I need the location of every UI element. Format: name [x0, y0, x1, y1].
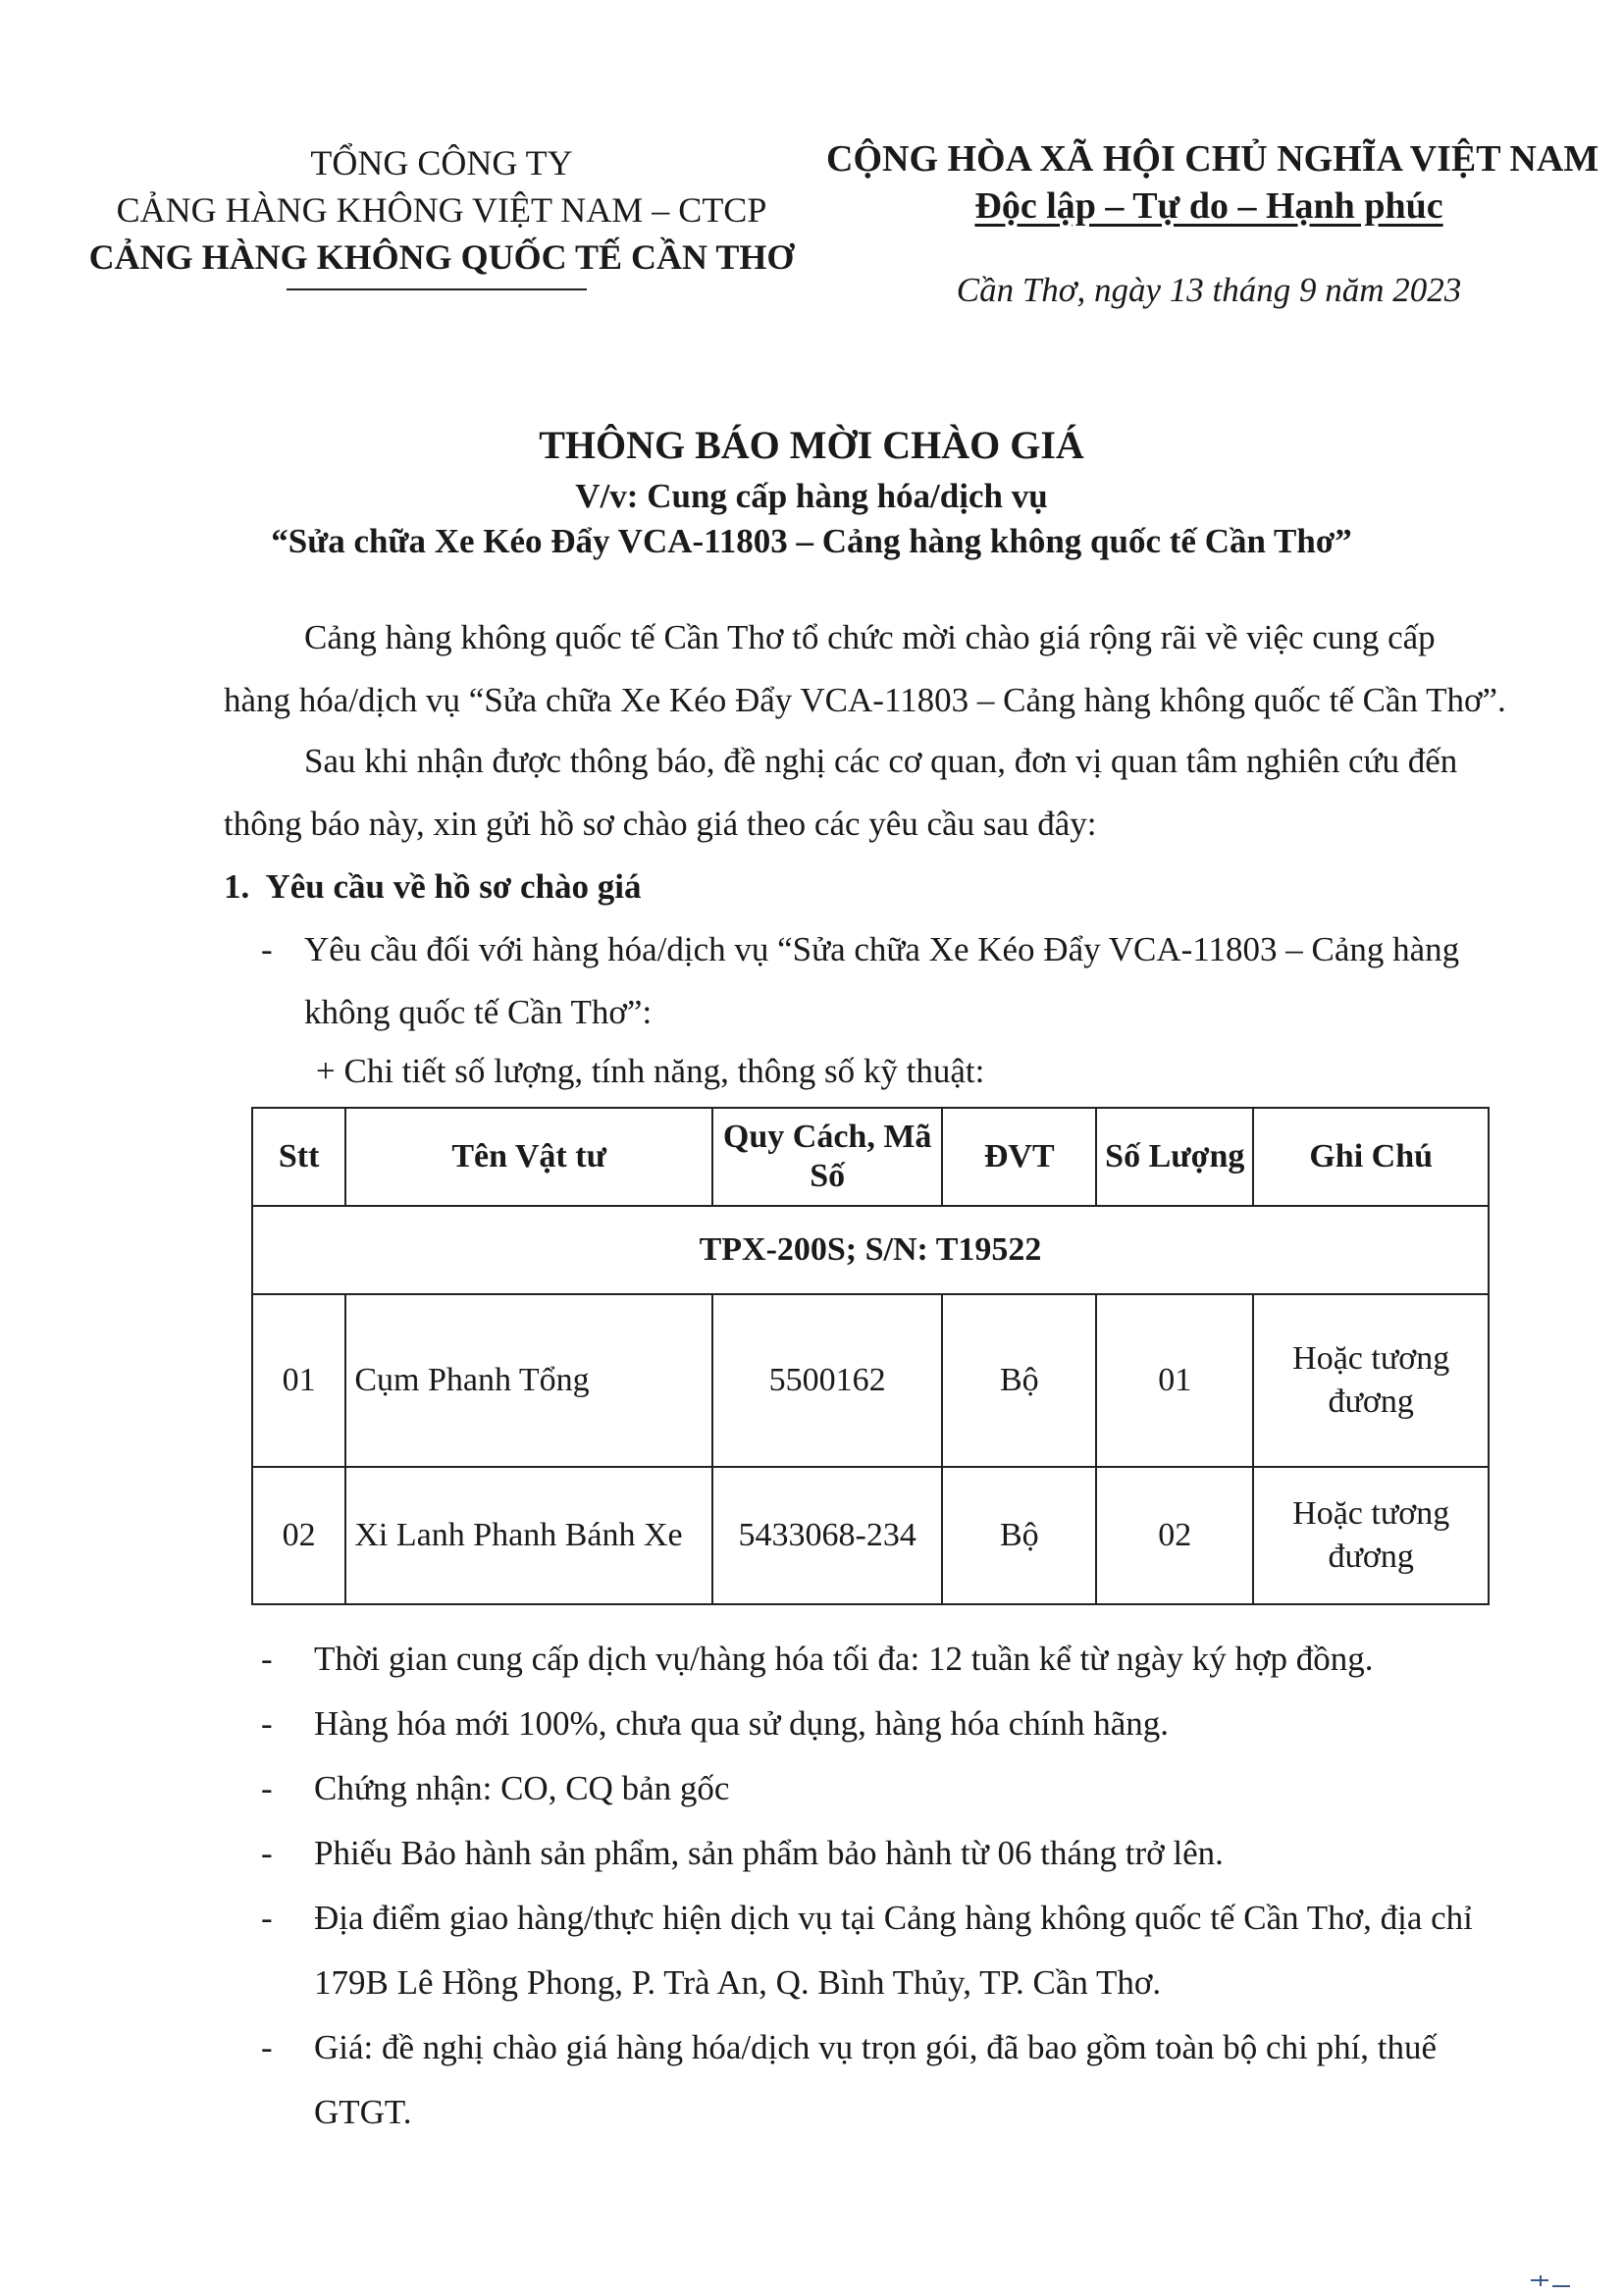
request-line-2: thông báo này, xin gửi hồ sơ chào giá theo các yêu cầu sau đây: — [224, 805, 1097, 843]
list-item — [261, 2015, 1537, 2145]
col-header-stt: Stt — [252, 1108, 345, 1206]
list-item — [261, 1627, 1537, 1692]
cell-spec: 5433068-234 — [712, 1467, 942, 1604]
request-line-1: Sau khi nhận được thông báo, đề nghị các cơ quan, đơn vị quan tâm nghiên cứu đến — [304, 742, 1458, 780]
cell-name: Xi Lanh Phanh Bánh Xe — [345, 1467, 712, 1604]
org-corporation: CẢNG HÀNG KHÔNG VIỆT NAM – CTCP — [116, 190, 767, 230]
table-header-row — [252, 1108, 1489, 1206]
col-header-note: Ghi Chú — [1253, 1108, 1489, 1206]
notice-title: THÔNG BÁO MỜI CHÀO GIÁ — [539, 423, 1084, 467]
cell-unit: Bộ — [942, 1294, 1096, 1467]
national-title: CỘNG HÒA XÃ HỘI CHỦ NGHĨA VIỆT NAM — [826, 138, 1599, 180]
col-header-unit: ĐVT — [942, 1108, 1096, 1206]
list-text: Phiếu Bảo hành sản phẩm, sản phẩm bảo hành từ 06 tháng trở lên. — [314, 1834, 1224, 1872]
list-text: Chứng nhận: CO, CQ bản gốc — [314, 1769, 730, 1807]
list-text: Giá: đề nghị chào giá hàng hóa/dịch vụ trọn gói, đã bao gồm toàn bộ chi phí, thuế GTGT. — [314, 2028, 1438, 2131]
cell-name: Cụm Phanh Tổng — [345, 1294, 712, 1467]
intro-paragraph — [224, 606, 1539, 732]
col-header-name: Tên Vật tư — [345, 1108, 712, 1206]
requirement-line-2: không quốc tế Cần Thơ”: — [304, 993, 653, 1031]
list-text: Địa điểm giao hàng/thực hiện dịch vụ tại Cảng hàng không quốc tế Cần Thơ, địa chỉ 179B Lê Hồng Phong, P. Trà An, Q. Bình Thủy, TP. Cần Thơ. — [314, 1899, 1473, 2002]
national-motto: Độc lập – Tự do – Hạnh phúc — [974, 185, 1443, 227]
requirement-dash: - — [261, 930, 273, 968]
list-dash: - — [261, 1640, 273, 1678]
cell-note: Hoặc tương đương — [1253, 1294, 1489, 1467]
cell-stt: 02 — [252, 1467, 345, 1604]
request-paragraph — [224, 730, 1539, 856]
list-text: Thời gian cung cấp dịch vụ/hàng hóa tối đa: 12 tuần kể từ ngày ký hợp đồng. — [314, 1640, 1374, 1678]
list-dash: - — [261, 1769, 273, 1807]
list-item — [261, 1692, 1537, 1756]
intro-line-1: Cảng hàng không quốc tế Cần Thơ tổ chức mời chào giá rộng rãi về việc cung cấp — [304, 618, 1436, 656]
group-label: TPX-200S; S/N: T19522 — [252, 1206, 1489, 1294]
table-row — [252, 1467, 1489, 1604]
cell-stt: 01 — [252, 1294, 345, 1467]
requirement-list — [261, 1627, 1537, 2145]
org-underline — [287, 288, 587, 290]
cell-unit: Bộ — [942, 1467, 1096, 1604]
table-row — [252, 1294, 1489, 1467]
requirement-item — [261, 918, 1537, 1044]
cell-note: Hoặc tương đương — [1253, 1467, 1489, 1604]
col-header-spec: Quy Cách, Mã Số — [712, 1108, 942, 1206]
intro-line-2: hàng hóa/dịch vụ “Sửa chữa Xe Kéo Đẩy VCA-11803 – Cảng hàng không quốc tế Cần Thơ”. — [224, 681, 1506, 719]
notice-subject: V/v: Cung cấp hàng hóa/dịch vụ — [575, 477, 1048, 515]
col-header-qty: Số Lượng — [1096, 1108, 1253, 1206]
org-header — [59, 139, 824, 281]
requirement-line-1: Yêu cầu đối với hàng hóa/dịch vụ “Sửa chữa Xe Kéo Đẩy VCA-11803 – Cảng hàng — [304, 930, 1460, 968]
list-item — [261, 1756, 1537, 1821]
cell-spec: 5500162 — [712, 1294, 942, 1467]
cell-qty: 02 — [1096, 1467, 1253, 1604]
national-header — [826, 135, 1599, 230]
list-dash: - — [261, 2028, 273, 2066]
notice-project: “Sửa chữa Xe Kéo Đẩy VCA-11803 – Cảng hàng không quốc tế Cần Thơ” — [271, 522, 1352, 560]
list-dash: - — [261, 1899, 273, 1937]
list-dash: - — [261, 1834, 273, 1872]
cell-qty: 01 — [1096, 1294, 1253, 1467]
list-dash: - — [261, 1704, 273, 1743]
detail-line: + Chi tiết số lượng, tính năng, thông số kỹ thuật: — [316, 1052, 985, 1090]
org-name: CẢNG HÀNG KHÔNG QUỐC TẾ CẦN THƠ — [88, 237, 795, 277]
org-parent: TỔNG CÔNG TY — [310, 143, 573, 183]
table-group-row — [252, 1206, 1489, 1294]
list-text: Hàng hóa mới 100%, chưa qua sử dụng, hàng hóa chính hãng. — [314, 1704, 1169, 1743]
date-line: Cần Thơ, ngày 13 tháng 9 năm 2023 — [956, 271, 1462, 309]
spec-table — [251, 1107, 1490, 1605]
initial-mark-icon — [1527, 2272, 1574, 2292]
list-item — [261, 1821, 1537, 1886]
section-heading-1: 1. Yêu cầu về hồ sơ chào giá — [224, 867, 642, 906]
list-item — [261, 1886, 1537, 2015]
